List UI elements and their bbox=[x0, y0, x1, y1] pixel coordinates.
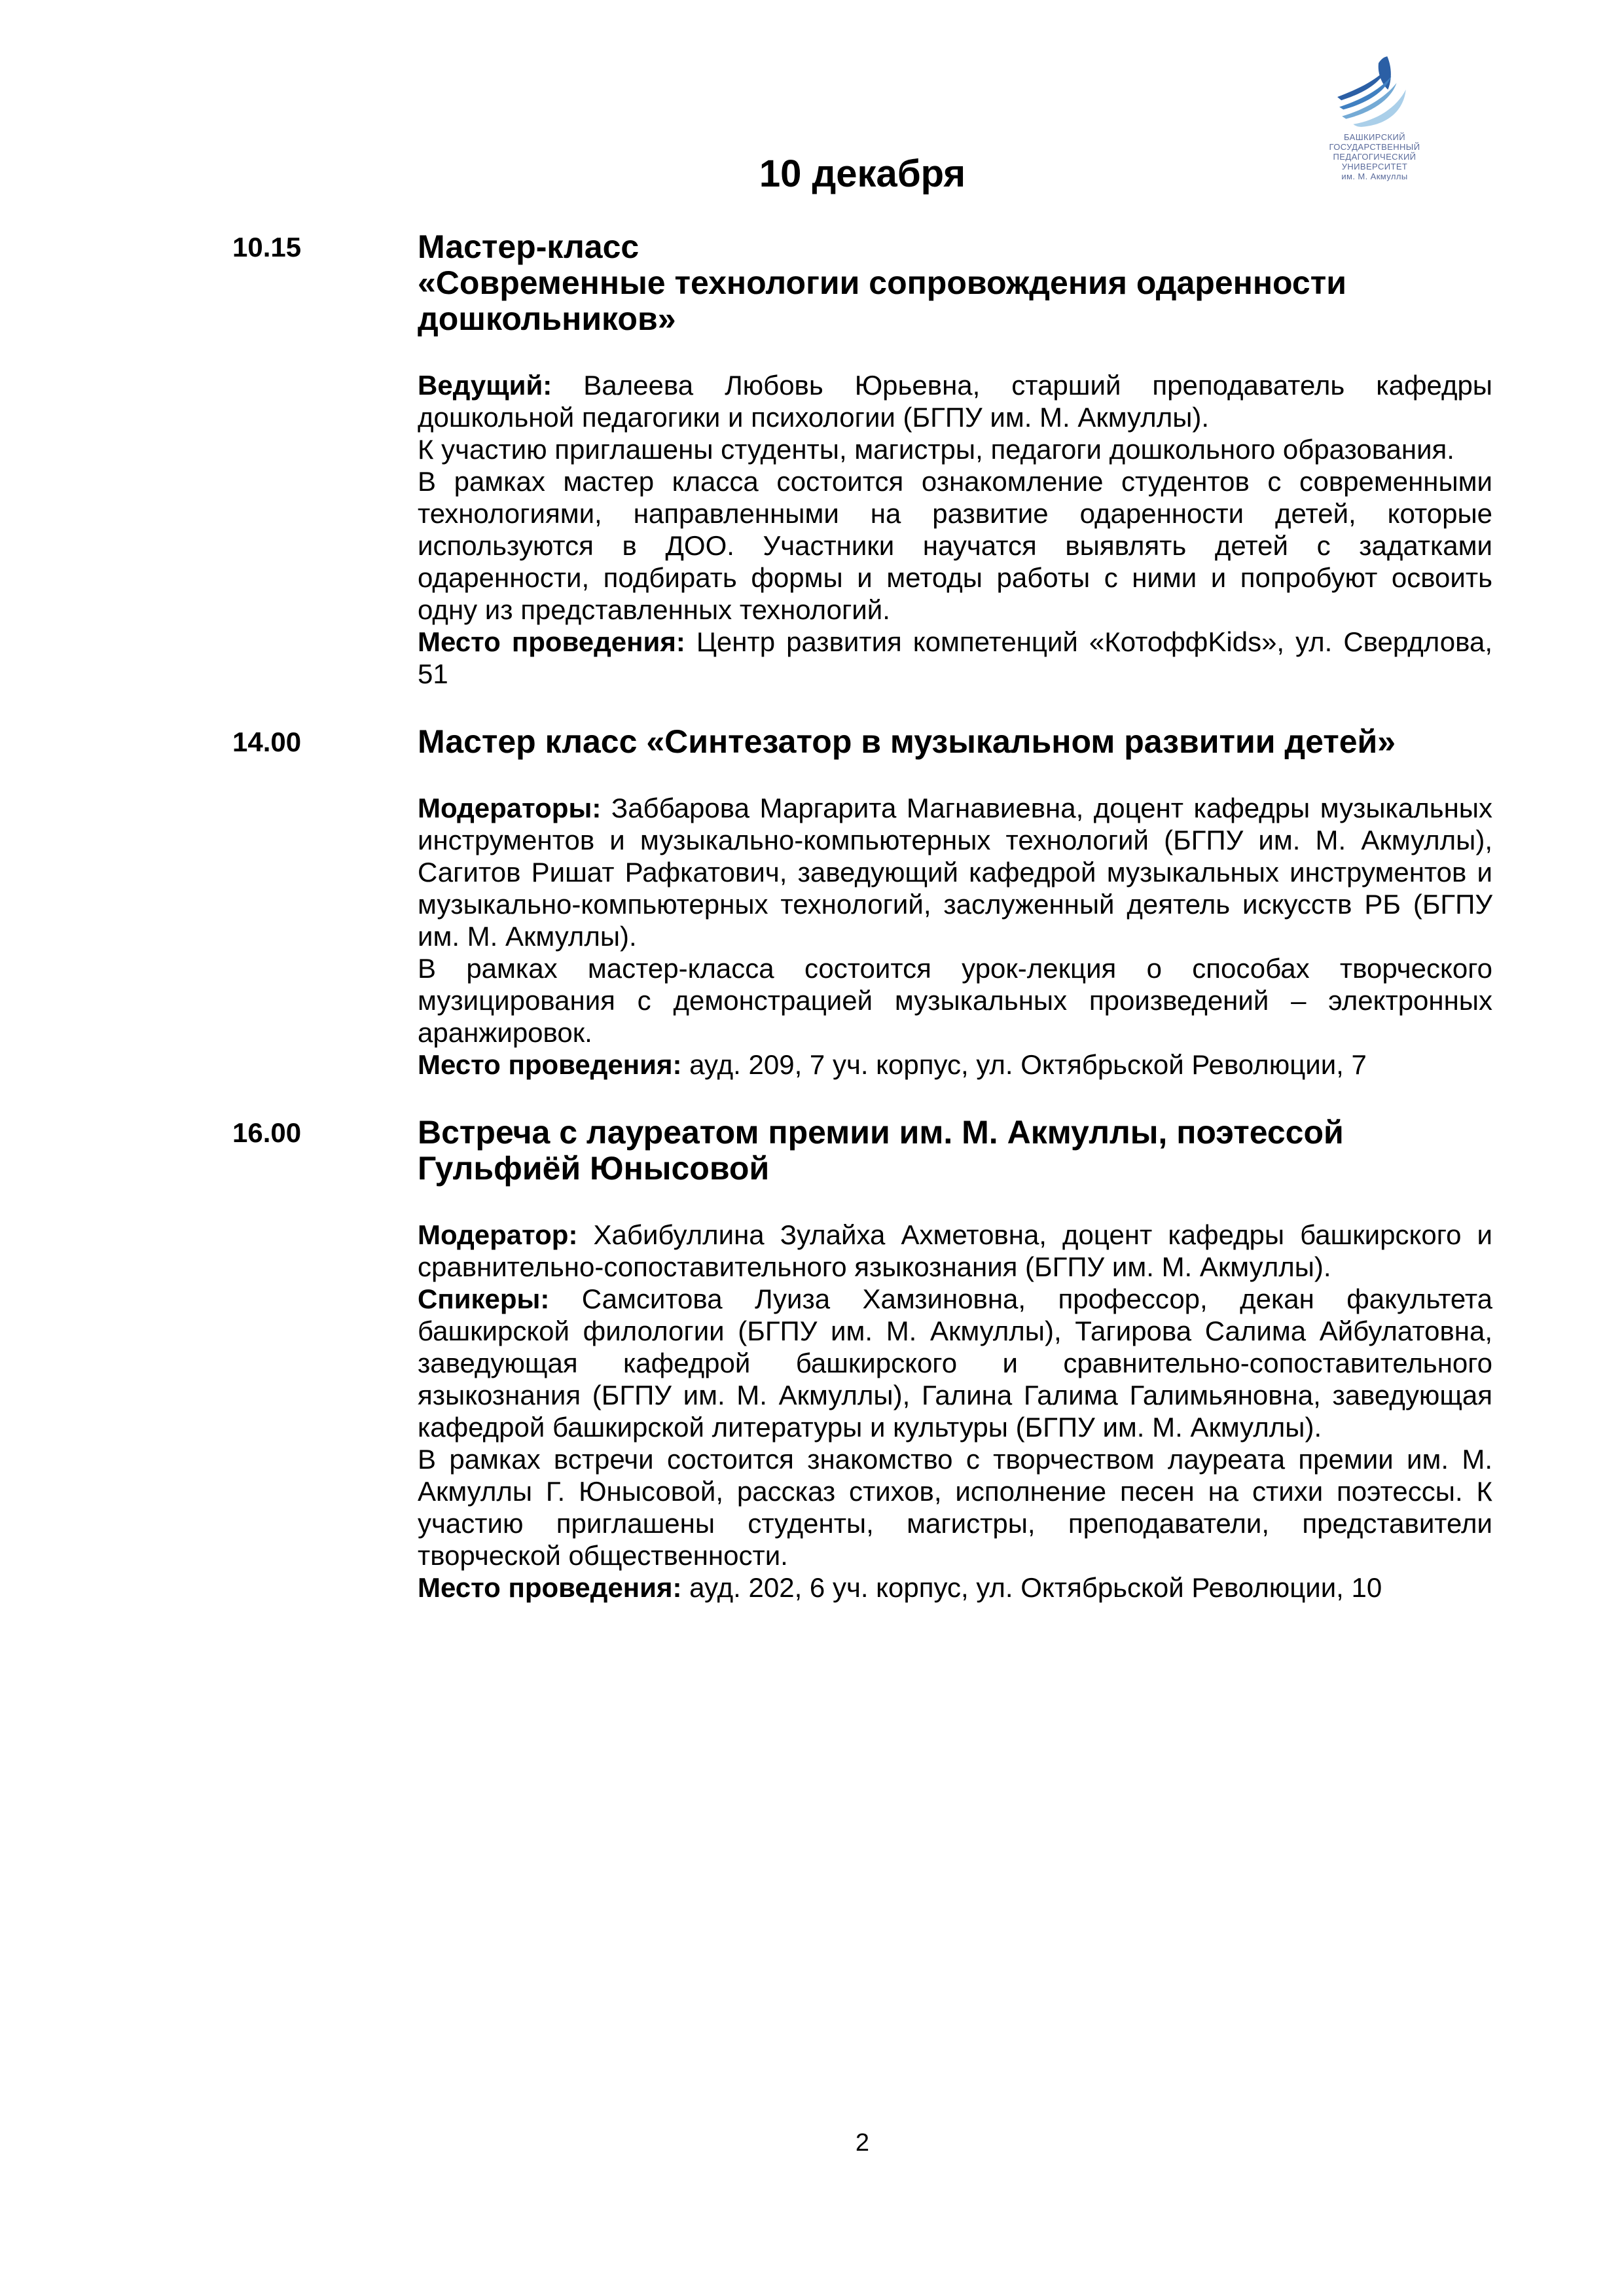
schedule-events bbox=[232, 229, 1492, 1604]
paragraph-text: Валеева Любовь Юрьевна, старший преподаватель кафедры дошкольной педагогики и психологии (БГПУ им. М. Акмуллы). bbox=[418, 370, 1492, 433]
event-paragraph bbox=[418, 1049, 1492, 1081]
event-time: 16.00 bbox=[232, 1117, 302, 1148]
event-paragraph bbox=[418, 1283, 1492, 1443]
paragraph-text: К участию приглашены студенты, магистры, педагоги дошкольного образования. bbox=[418, 434, 1454, 465]
logo-caption bbox=[1301, 132, 1448, 181]
page-title: 10 декабря bbox=[759, 152, 966, 195]
event-paragraph bbox=[418, 369, 1492, 433]
university-logo bbox=[1301, 56, 1448, 181]
paragraph-label: Спикеры: bbox=[418, 1283, 582, 1314]
paragraph-text: В рамках встречи состоится знакомство с творчеством лауреата премии им. М. Акмуллы Г. Юнысовой, рассказ стихов, исполнение песен на стихи поэтессы. К участию приглашены студенты, магистры, преподаватели, представители творческой общественности. bbox=[418, 1444, 1492, 1571]
paragraph-text: Заббарова Маргарита Магнавиевна, доцент кафедры музыкальных инструментов и музыкально-компьютерных технологий (БГПУ им. М. Акмуллы), Сагитов Ришат Рафкатович, заведующий кафедрой музыкальных инструментов и музыкально-компьютерных технологий, заслуженный деятель искусств РБ (БГПУ им. М. Акмуллы). bbox=[418, 793, 1492, 952]
logo-wave-pale bbox=[1353, 90, 1405, 127]
paragraph-text: ауд. 202, 6 уч. корпус, ул. Октябрьской Революции, 10 bbox=[689, 1572, 1382, 1603]
paragraph-label: Место проведения: bbox=[418, 1572, 690, 1603]
event-title bbox=[418, 229, 1492, 337]
paragraph-label: Место проведения: bbox=[418, 626, 696, 657]
event-time: 10.15 bbox=[232, 232, 302, 262]
event-title-line: Мастер класс «Синтезатор в музыкальном развитии детей» bbox=[418, 723, 1396, 760]
event-title bbox=[418, 1115, 1492, 1187]
event-paragraph bbox=[418, 1443, 1492, 1571]
event-title-line: Мастер-класс bbox=[418, 228, 640, 265]
event-row bbox=[232, 229, 1492, 690]
event-row bbox=[232, 1115, 1492, 1604]
event-paragraph bbox=[418, 952, 1492, 1049]
paragraph-label: Модераторы: bbox=[418, 793, 611, 823]
event-title-line: дошкольников» bbox=[418, 300, 676, 337]
event-paragraph bbox=[418, 1571, 1492, 1604]
logo-swoosh-dark bbox=[1337, 69, 1386, 100]
page-number: 2 bbox=[855, 2129, 870, 2157]
paragraph-text: В рамках мастер-класса состоится урок-лекция о способах творческого музицирования с демонстрацией музыкальных произведений – электронных аранжировок. bbox=[418, 953, 1492, 1048]
logo-caption-line2: ПЕДАГОГИЧЕСКИЙ УНИВЕРСИТЕТ bbox=[1333, 152, 1416, 171]
event-title-line: Гульфиёй Юнысовой bbox=[418, 1150, 770, 1187]
event-title-line: Встреча с лауреатом премии им. М. Акмуллы, поэтессой bbox=[418, 1114, 1344, 1151]
event-row bbox=[232, 724, 1492, 1081]
event-body bbox=[418, 229, 1492, 690]
event-time: 14.00 bbox=[232, 726, 302, 757]
event-paragraph bbox=[418, 465, 1492, 626]
paragraph-label: Модератор: bbox=[418, 1219, 594, 1250]
logo-flame-icon bbox=[1335, 56, 1415, 129]
logo-caption-line3: им. М. Акмуллы bbox=[1341, 171, 1408, 181]
event-paragraph bbox=[418, 433, 1492, 465]
page-footer bbox=[232, 2128, 1492, 2157]
event-paragraph bbox=[418, 626, 1492, 690]
event-title-line: «Современные технологии сопровождения одаренности bbox=[418, 264, 1346, 301]
event-body bbox=[418, 1115, 1492, 1604]
paragraph-text: Хабибуллина Зулайха Ахметовна, доцент кафедры башкирского и сравнительно-сопоставительного языкознания (БГПУ им. М. Акмуллы). bbox=[418, 1219, 1492, 1282]
paragraph-text: Центр развития компетенций «КотоффKids», ул. Свердлова, 51 bbox=[418, 626, 1492, 689]
paragraph-label: Место проведения: bbox=[418, 1049, 690, 1080]
paragraph-text: Самситова Луиза Хамзиновна, профессор, декан факультета башкирской филологии (БГПУ им. М. Акмуллы), Тагирова Салима Айбулатовна, заведующая кафедрой башкирского и сравнительно-сопоставительного языкознания (БГПУ им. М. Акмуллы), Галина Галима Галимьяновна, заведующая кафедрой башкирской литературы и культуры (БГПУ им. М. Акмуллы). bbox=[418, 1283, 1492, 1443]
event-title bbox=[418, 724, 1492, 760]
event-paragraph bbox=[418, 1219, 1492, 1283]
event-body bbox=[418, 724, 1492, 1081]
paragraph-text: ауд. 209, 7 уч. корпус, ул. Октябрьской Революции, 7 bbox=[689, 1049, 1367, 1080]
paragraph-label: Ведущий: bbox=[418, 370, 584, 401]
paragraph-text: В рамках мастер класса состоится ознакомление студентов с современными технологиями, направленными на развитие одаренности детей, которые используются в ДОО. Участники научатся выявлять детей с задатками одаренности, подбирать формы и методы работы с ними и попробуют освоить одну из представленных технологий. bbox=[418, 466, 1492, 625]
event-paragraph bbox=[418, 792, 1492, 952]
logo-caption-line1: БАШКИРСКИЙ ГОСУДАРСТВЕННЫЙ bbox=[1329, 132, 1420, 152]
